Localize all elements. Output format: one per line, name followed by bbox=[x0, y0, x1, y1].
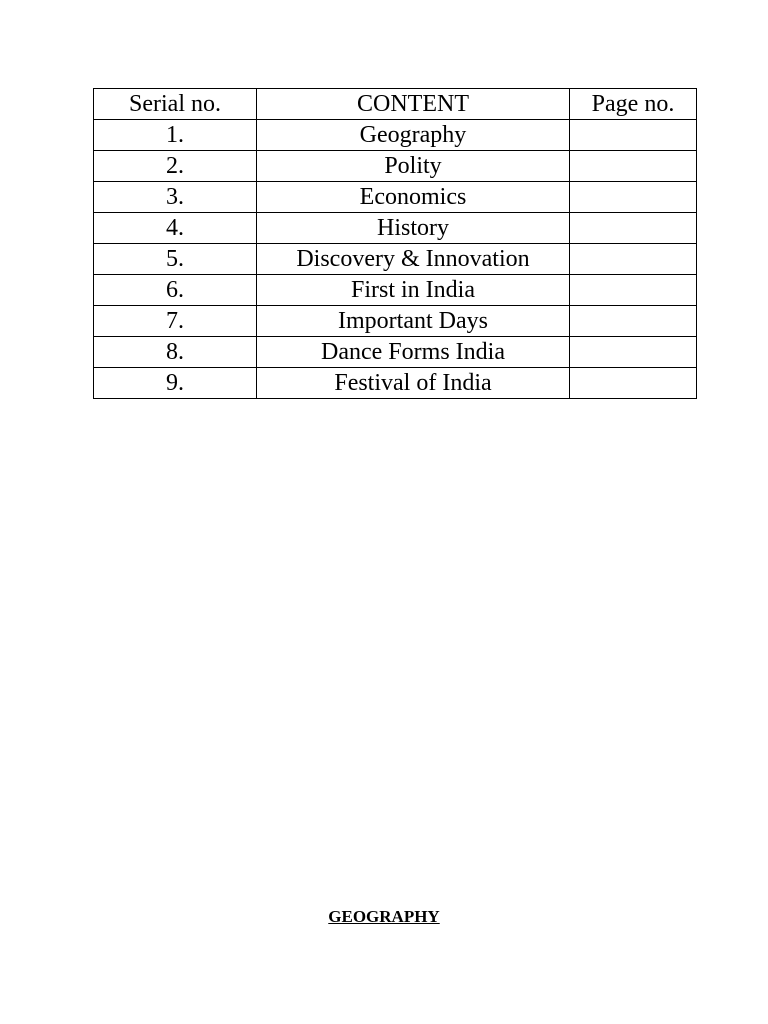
serial-cell: 7. bbox=[94, 306, 257, 337]
contents-table bbox=[93, 88, 697, 399]
header-page: Page no. bbox=[570, 89, 697, 120]
page-cell bbox=[570, 213, 697, 244]
serial-cell: 3. bbox=[94, 182, 257, 213]
content-cell: Important Days bbox=[257, 306, 570, 337]
table-row bbox=[94, 275, 697, 306]
content-cell: Economics bbox=[257, 182, 570, 213]
content-cell: History bbox=[257, 213, 570, 244]
header-content: CONTENT bbox=[257, 89, 570, 120]
serial-cell: 1. bbox=[94, 120, 257, 151]
page-cell bbox=[570, 306, 697, 337]
table-row bbox=[94, 151, 697, 182]
content-cell: Dance Forms India bbox=[257, 337, 570, 368]
content-cell: First in India bbox=[257, 275, 570, 306]
serial-cell: 4. bbox=[94, 213, 257, 244]
section-heading: GEOGRAPHY bbox=[328, 907, 440, 926]
content-cell: Festival of India bbox=[257, 368, 570, 399]
page-cell bbox=[570, 368, 697, 399]
page-cell bbox=[570, 182, 697, 213]
table-row bbox=[94, 306, 697, 337]
table-row bbox=[94, 244, 697, 275]
table-header-row bbox=[94, 89, 697, 120]
page-cell bbox=[570, 244, 697, 275]
content-cell: Geography bbox=[257, 120, 570, 151]
content-cell: Polity bbox=[257, 151, 570, 182]
serial-cell: 5. bbox=[94, 244, 257, 275]
serial-cell: 9. bbox=[94, 368, 257, 399]
header-serial: Serial no. bbox=[94, 89, 257, 120]
page-cell bbox=[570, 275, 697, 306]
table-row bbox=[94, 213, 697, 244]
table-row bbox=[94, 120, 697, 151]
table-row bbox=[94, 368, 697, 399]
page-cell bbox=[570, 337, 697, 368]
page-cell bbox=[570, 120, 697, 151]
table-row bbox=[94, 182, 697, 213]
serial-cell: 2. bbox=[94, 151, 257, 182]
serial-cell: 6. bbox=[94, 275, 257, 306]
serial-cell: 8. bbox=[94, 337, 257, 368]
content-cell: Discovery & Innovation bbox=[257, 244, 570, 275]
page-cell bbox=[570, 151, 697, 182]
table-row bbox=[94, 337, 697, 368]
